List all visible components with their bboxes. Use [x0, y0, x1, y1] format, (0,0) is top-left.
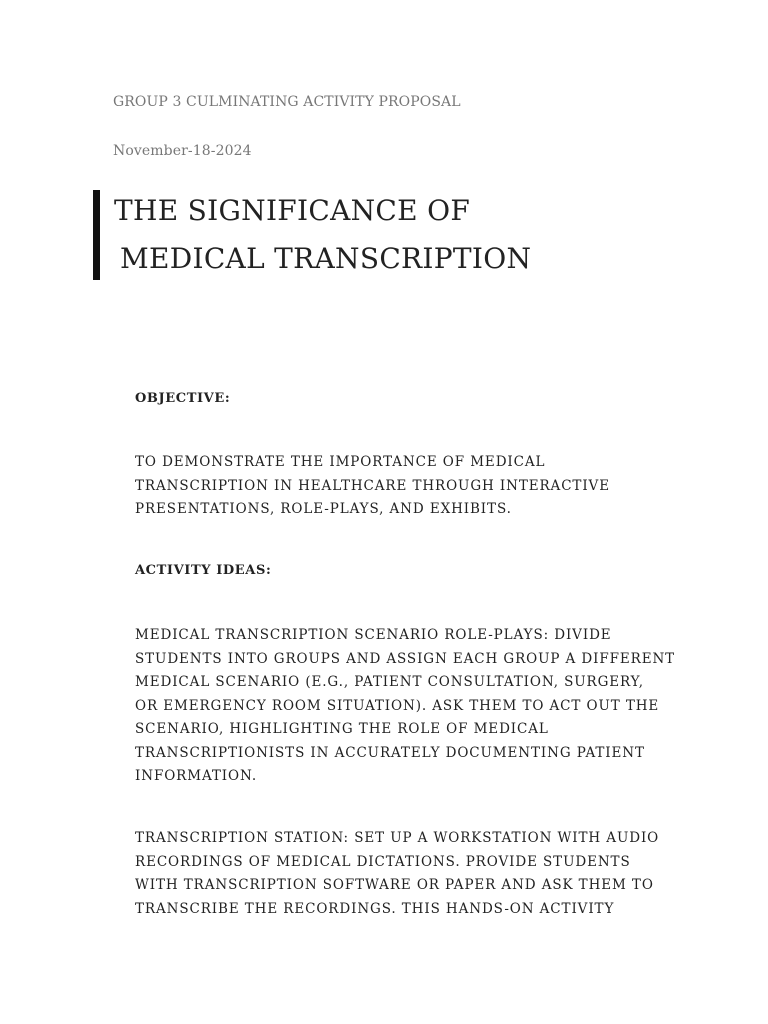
activity-idea-line: WITH TRANSCRIPTION SOFTWARE OR PAPER AND ASK THEM TO [135, 877, 654, 893]
activity-idea-paragraph [135, 624, 695, 789]
activity-idea-line: TRANSCRIPTIONISTS IN ACCURATELY DOCUMENTING PATIENT [135, 744, 645, 761]
activity-idea-line: INFORMATION. [135, 768, 258, 784]
title-accent-bar [93, 190, 100, 280]
activity-idea-line: STUDENTS INTO GROUPS AND ASSIGN EACH GROUP A DIFFERENT [135, 650, 676, 667]
activity-idea-line: RECORDINGS OF MEDICAL DICTATIONS. PROVIDE STUDENTS [135, 853, 631, 870]
activity-idea-line: SCENARIO, HIGHLIGHTING THE ROLE OF MEDICAL [135, 721, 549, 737]
activity-idea-line: OR EMERGENCY ROOM SITUATION). ASK THEM TO ACT OUT THE [135, 697, 660, 714]
document-date: November-18-2024 [113, 143, 252, 159]
objective-line: TRANSCRIPTION IN HEALTHCARE THROUGH INTERACTIVE [135, 477, 610, 494]
activity-idea-line: TRANSCRIPTION STATION: SET UP A WORKSTATION WITH AUDIO [135, 830, 660, 846]
activity-ideas-heading: ACTIVITY IDEAS: [135, 563, 272, 578]
objective-paragraph [135, 451, 695, 522]
activity-idea-line: MEDICAL SCENARIO (E.G., PATIENT CONSULTATION, SURGERY, [135, 674, 644, 690]
page-title-line-2: MEDICAL TRANSCRIPTION [120, 242, 532, 275]
activity-idea-line: TRANSCRIBE THE RECORDINGS. THIS HANDS-ON ACTIVITY [135, 900, 615, 917]
objective-line: PRESENTATIONS, ROLE-PLAYS, AND EXHIBITS. [135, 501, 512, 517]
activity-idea-line: MEDICAL TRANSCRIPTION SCENARIO ROLE-PLAYS: DIVIDE [135, 627, 612, 643]
objective-line: TO DEMONSTRATE THE IMPORTANCE OF MEDICAL [135, 454, 546, 470]
page-title-line-1: THE SIGNIFICANCE OF [114, 194, 471, 227]
objective-heading: OBJECTIVE: [135, 391, 231, 406]
group-label: GROUP 3 CULMINATING ACTIVITY PROPOSAL [113, 94, 461, 110]
activity-idea-paragraph [135, 827, 695, 921]
